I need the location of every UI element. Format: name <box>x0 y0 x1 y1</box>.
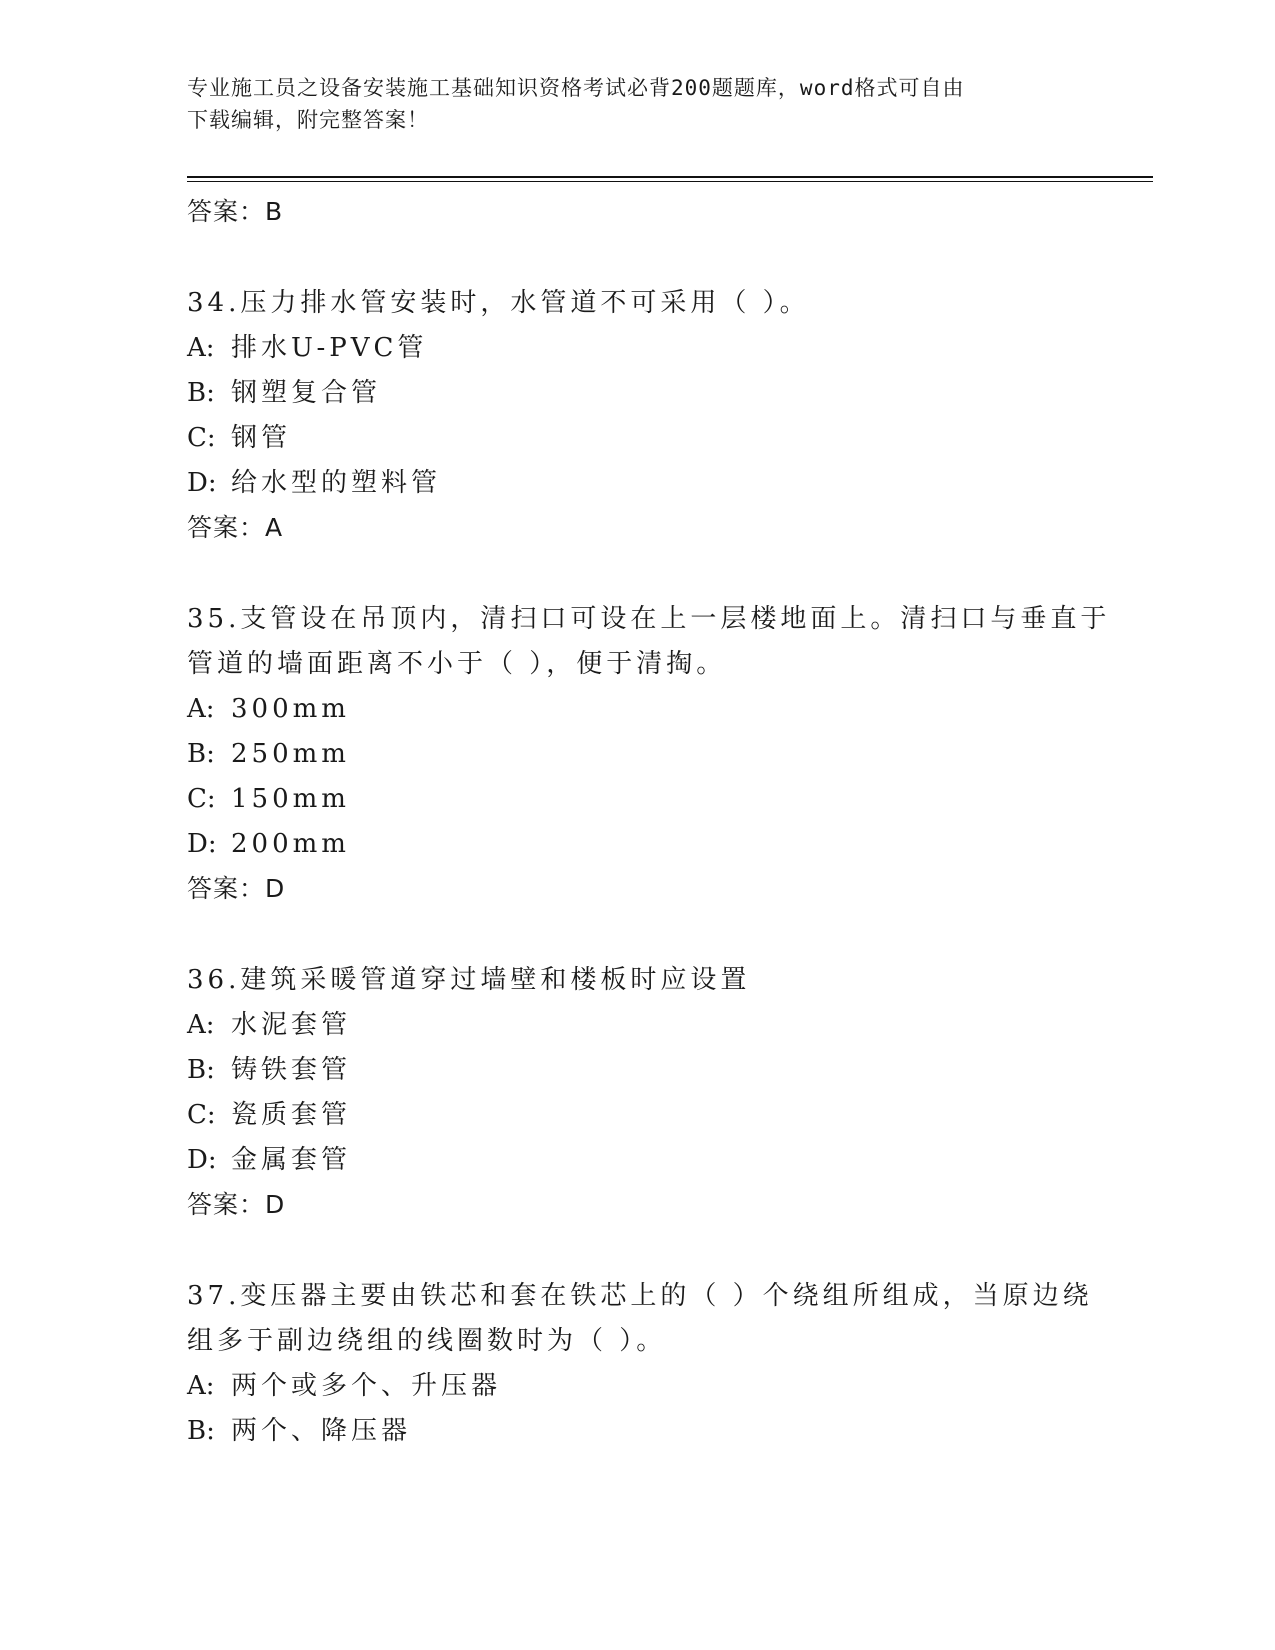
question-item <box>187 597 1111 911</box>
spacer <box>187 234 1087 281</box>
option-letter: A: <box>187 1371 215 1401</box>
option-d <box>187 1138 1087 1183</box>
option-c <box>187 777 1087 822</box>
option-a <box>187 1003 1087 1048</box>
answer-line: 答案：D <box>187 1190 286 1219</box>
answer-line: 答案：D <box>187 874 286 903</box>
option-text: 瓷质套管 <box>231 1100 352 1130</box>
question-list <box>187 190 1111 1454</box>
option-text: 两个、降压器 <box>231 1416 412 1446</box>
option-text: 钢塑复合管 <box>231 378 382 408</box>
option-d <box>187 822 1087 867</box>
question-item <box>187 958 1087 1227</box>
question-text-continued: 管道的墙面距离不小于（ ），便于清掏。 <box>187 649 727 679</box>
previous-answer: 答案：B <box>187 197 284 226</box>
option-letter: D: <box>187 468 217 498</box>
question-item <box>187 1274 1093 1454</box>
spacer <box>187 911 1087 958</box>
option-text: 钢管 <box>231 423 292 453</box>
option-letter: C: <box>187 1100 216 1130</box>
question-item <box>187 281 1087 550</box>
option-text: 300mm <box>231 694 350 724</box>
header-divider-thick <box>187 176 1153 178</box>
question-text: 37.变压器主要由铁芯和套在铁芯上的（ ）个绕组所组成，当原边绕 <box>187 1281 1093 1311</box>
option-text: 200mm <box>231 829 350 859</box>
header-line-1: 专业施工员之设备安装施工基础知识资格考试必背200题题库，word格式可自由 <box>187 76 965 100</box>
answer-line: 答案：A <box>187 513 284 542</box>
option-letter: D: <box>187 829 217 859</box>
option-b <box>187 732 1087 777</box>
spacer <box>187 1227 1087 1274</box>
option-c <box>187 416 1087 461</box>
header-divider-thin <box>187 181 1153 182</box>
option-letter: B: <box>187 1055 215 1085</box>
question-text-continued: 组多于副边绕组的线圈数时为（ ）。 <box>187 1326 667 1356</box>
spacer <box>187 550 1087 597</box>
option-letter: B: <box>187 1416 215 1446</box>
option-letter: A: <box>187 1010 215 1040</box>
header-line-2: 下载编辑，附完整答案！ <box>187 108 429 132</box>
question-text: 34.压力排水管安装时，水管道不可采用（ ）。 <box>187 288 810 318</box>
option-text: 250mm <box>231 739 350 769</box>
option-letter: A: <box>187 694 215 724</box>
option-text: 排水U-PVC管 <box>231 333 428 363</box>
option-a <box>187 1364 1087 1409</box>
option-c <box>187 1093 1087 1138</box>
question-text: 35.支管设在吊顶内，清扫口可设在上一层楼地面上。清扫口与垂直于 <box>187 604 1111 634</box>
option-text: 给水型的塑料管 <box>231 468 442 498</box>
option-b <box>187 1048 1087 1093</box>
option-letter: C: <box>187 423 216 453</box>
document-header <box>187 72 1067 136</box>
option-letter: B: <box>187 378 215 408</box>
option-text: 金属套管 <box>231 1145 352 1175</box>
option-text: 150mm <box>231 784 350 814</box>
option-text: 铸铁套管 <box>231 1055 352 1085</box>
option-letter: C: <box>187 784 216 814</box>
option-letter: A: <box>187 333 215 363</box>
option-text: 两个或多个、升压器 <box>231 1371 502 1401</box>
option-d <box>187 461 1087 506</box>
option-a <box>187 326 1087 371</box>
option-b <box>187 371 1087 416</box>
question-text: 36.建筑采暖管道穿过墙壁和楼板时应设置 <box>187 965 751 995</box>
option-letter: B: <box>187 739 215 769</box>
option-letter: D: <box>187 1145 217 1175</box>
option-b <box>187 1409 1087 1454</box>
option-text: 水泥套管 <box>231 1010 352 1040</box>
option-a <box>187 687 1087 732</box>
